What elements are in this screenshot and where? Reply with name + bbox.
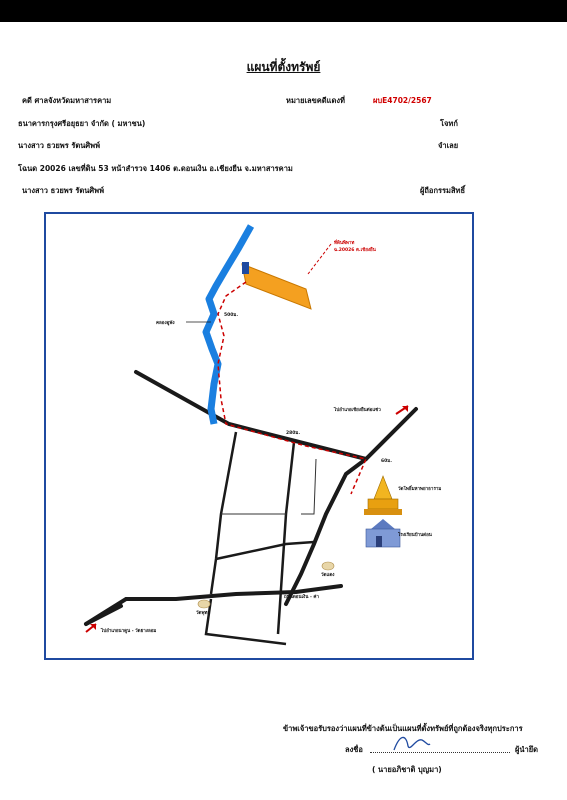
signature-mark — [392, 732, 432, 754]
road-to-south — [286, 459, 366, 604]
owner-role: ผู้ถือกรรมสิทธิ์ — [420, 186, 466, 195]
property-label-2: ฉ.20026 ต.เชียงยืน — [334, 248, 376, 253]
map-drawing — [46, 214, 472, 658]
road-label: ถนนดอนเงิน - ค่า — [284, 595, 319, 600]
case-no-label: หมายเลขคดีแดงที่ — [286, 96, 345, 105]
deed-info: โฉนด 20026 เลขที่ดิน 53 หน้าสำรวจ 1406 ต.ดอนเงิน อ.เชียงยืน จ.มหาสารคาม — [18, 164, 293, 173]
temple-label: วัดโพธิ์มหาพยาธาราม — [398, 487, 442, 492]
property-plot — [242, 264, 311, 309]
property-label-1: ที่ดินพิพาท — [334, 241, 355, 246]
certify-line: ข้าพเจ้าขอรับรองว่าแผนที่ข้างต้นเป็นแผนที่ตั้งทรัพย์ที่ถูกต้องจริงทุกประการ — [283, 724, 523, 733]
to-bottom-left-label: ไปอำเภอนาดูน - วัดยางลอม — [101, 629, 157, 634]
school-building-icon — [366, 519, 400, 547]
landmark-2-icon — [198, 600, 210, 608]
road-lower — [86, 586, 341, 624]
school-label: โรงเรียนบ้านด่อน — [398, 533, 432, 538]
minor-roads — [206, 432, 314, 644]
road-cross-2 — [206, 599, 286, 644]
plaintiff-role: โจทก์ — [440, 119, 458, 128]
sign-label: ลงชื่อ — [345, 745, 363, 754]
signer-name: ( นายอภิชาติ บุญมา) — [372, 765, 442, 774]
landmark-2-label: วัดพุทธ — [196, 611, 211, 616]
court-label: คดี ศาลจังหวัดมหาสารคาม — [22, 96, 112, 105]
main-road-upper — [136, 372, 416, 459]
property-pointer — [308, 244, 331, 274]
distance-3: 60ม. — [381, 459, 392, 464]
location-map — [44, 212, 474, 660]
river-line — [206, 226, 251, 424]
case-no-value: ผบE4702/2567 — [373, 96, 432, 105]
signature-line — [370, 752, 510, 753]
sign-role: ผู้นำยึด — [515, 745, 538, 754]
landmark-1-icon — [322, 562, 334, 570]
top-black-bar — [0, 0, 567, 22]
road-left-vertical — [211, 432, 236, 594]
defendant-name: นางสาว ธวยพร รัตนศิพพ์ — [18, 141, 101, 150]
distance-2: 280ม. — [286, 431, 301, 436]
distance-1: 500ม. — [224, 313, 239, 318]
temple-icon — [364, 476, 402, 515]
river-label: คลองอูพัง — [156, 321, 175, 326]
thin-roads — [221, 459, 316, 514]
property-marker — [242, 262, 249, 274]
owner-name: นางสาว ธวยพร รัตนศิพพ์ — [22, 186, 105, 195]
page-title: แผนที่ตั้งทรัพย์ — [246, 60, 321, 74]
defendant-role: จำเลย — [438, 141, 459, 150]
plaintiff-name: ธนาคารกรุงศรีอยุธยา จำกัด ( มหาชน) — [18, 119, 146, 128]
to-top-right-label: ไปอำเภอเชียงยืนต่อแซ่ว — [334, 408, 381, 413]
landmark-1-label: วัดแดง — [321, 573, 335, 578]
road-cross-1 — [216, 542, 314, 559]
